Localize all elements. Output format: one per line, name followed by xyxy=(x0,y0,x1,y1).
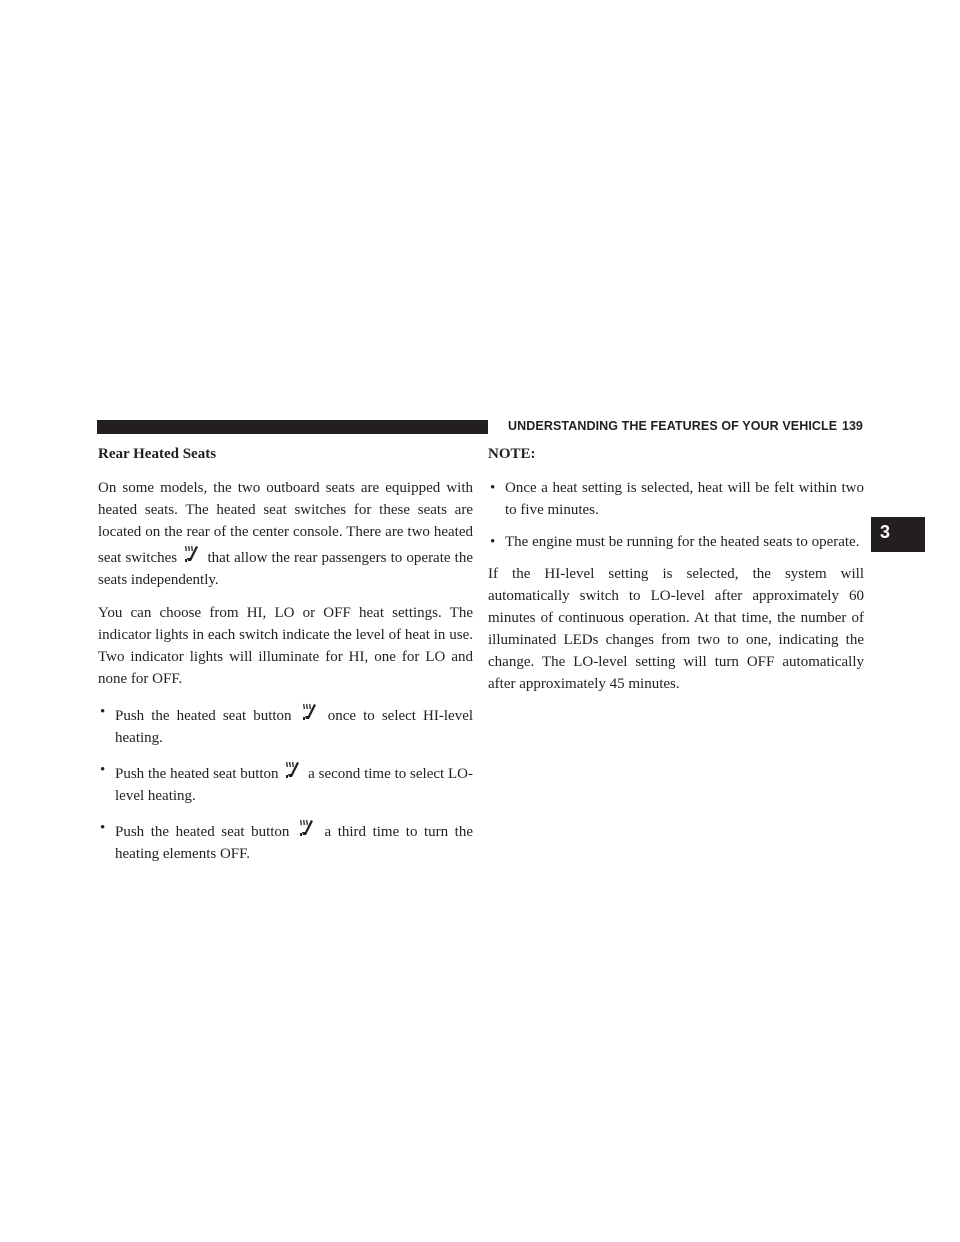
list-item-text: Push the heated seat button xyxy=(115,708,292,724)
instruction-list xyxy=(98,701,473,865)
right-column xyxy=(488,444,864,706)
heated-seat-icon xyxy=(299,701,321,723)
chapter-tab-number: 3 xyxy=(880,522,891,542)
note-item xyxy=(488,477,864,521)
list-item-text: a third time to turn the heating elements OFF. xyxy=(115,824,474,862)
list-item-text: Push the heated seat button xyxy=(115,824,290,840)
intro-text-part-1: On some models, the two outboard seats are equipped with heated seats. The heated seat switches for these seats are located on the rear of the center console. There are two heated seat switches xyxy=(98,480,473,566)
section-heading: Rear Heated Seats xyxy=(98,446,217,462)
header-rule xyxy=(97,420,488,434)
settings-paragraph: You can choose from HI, LO or OFF heat settings. The indicator lights in each switch indicate the level of heat in use. Two indicator lights will illuminate for HI, one for LO and none for OFF. xyxy=(98,605,473,687)
left-column xyxy=(98,444,473,875)
list-item xyxy=(98,817,473,865)
heated-seat-icon xyxy=(296,817,318,839)
note-item-text: The engine must be running for the heated seats to operate. xyxy=(505,534,860,550)
bullet-dot: • xyxy=(100,762,106,778)
bullet-dot: • xyxy=(100,820,106,836)
list-item-text: a second time to select LO-level heating. xyxy=(115,766,473,804)
list-item xyxy=(98,701,473,749)
note-list xyxy=(488,477,864,553)
hi-level-paragraph: If the HI-level setting is selected, the system will automatically switch to LO-level after approximately 60 minutes of continuous operation. At that time, the number of illuminated LEDs changes from two to one, indicating the change. The LO-level setting will turn OFF automatically after approximately 45 minutes. xyxy=(488,566,864,692)
intro-paragraph xyxy=(98,477,473,591)
heated-seat-icon xyxy=(181,543,203,565)
intro-text-part-2: that allow the rear passengers to operate the seats independently. xyxy=(98,550,474,588)
note-label: NOTE: xyxy=(488,446,536,462)
note-item-text: Once a heat setting is selected, heat will be felt within two to five minutes. xyxy=(505,480,864,518)
bullet-dot: • xyxy=(490,534,496,550)
bullet-dot: • xyxy=(100,704,106,720)
list-item-text: Push the heated seat button xyxy=(115,766,279,782)
list-item xyxy=(98,759,473,807)
chapter-tab xyxy=(871,517,925,552)
page-number: 139 xyxy=(842,419,863,433)
running-header-title: UNDERSTANDING THE FEATURES OF YOUR VEHICLE xyxy=(508,419,838,433)
heated-seat-icon xyxy=(282,759,304,781)
note-item xyxy=(488,531,864,553)
bullet-dot: • xyxy=(490,480,496,496)
list-item-text: once to select HI-level heating. xyxy=(115,708,474,746)
